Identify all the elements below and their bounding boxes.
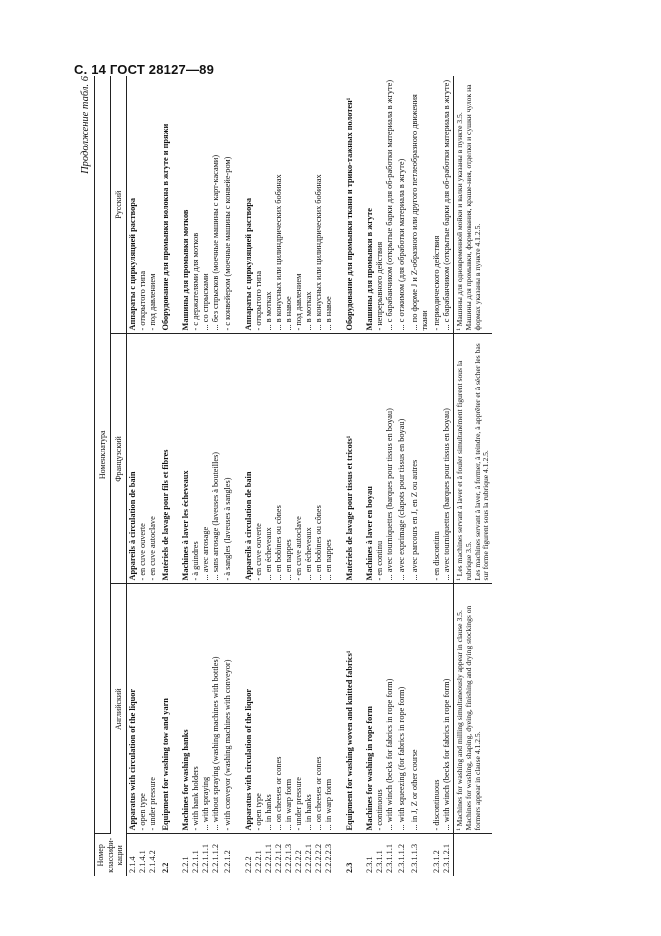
footnote-ru: ¹ Машины для одновременной мойки и валки указаны в пункте 3.5. Машины для промывки, формования, краше-ния, отделки и сушки чулок на формах указаны в пункте 4.1.2.5. — [454, 76, 493, 334]
row-ru: - с конвейером (моечные машины с конвейе-ром) — [222, 76, 234, 334]
row-codes: 2.2.1 2.2.1.1 2.2.1.1.1 2.2.1.1.2 — [181, 843, 221, 873]
row-en: Apparatus with circulation of the liquor - open type ... in hanks ... on cheeses or cones ... in warp form - under pressure ... in hanks ... on cheeses or cones ... in warp form — [243, 584, 335, 834]
rotated-table-block — [80, 76, 600, 876]
row-ru: Аппараты с циркуляцией раствора - открытого типа ... в мотках ... в конусных или цилиндрических бобинах ... в навое - под давлением ... в мотках ... в конусных или цилиндрических бобинах ... в навое — [243, 76, 335, 334]
footnote-row — [454, 76, 493, 876]
row-ru: Оборудование для промывки ткани и трико-тажных полотен¹ — [343, 76, 355, 334]
row-codes: 2.3.1 2.3.1.1 2.3.1.1.1 — [365, 843, 395, 873]
row-en: Equipment for washing woven and knitted fabrics¹ — [343, 584, 355, 834]
row-ru: ... с отжимом (для обработки материала в жгуте) — [396, 76, 408, 334]
row-codes: 2.2.2 2.2.2.1 2.2.2.1.1 2.2.2.1.2 2.2.2.1.3 2.2.2.2 2.2.2.2.1 2.2.2.2.2 2.2.2.2.3 — [244, 843, 333, 873]
col-header-ru: Русский — [111, 76, 127, 334]
row-fr: - en discontinu ... avec tourniquettes (barques pour tissus en boyau) — [431, 334, 454, 584]
table-row — [364, 76, 396, 876]
row-ru: Машины для промывки мотков - с держателями для мотков ... со спрысками ... без спрысков (моечные машины с карт-касами) — [180, 76, 222, 334]
row-codes: 2.2 — [160, 862, 170, 873]
row-en: Machines for washing hanks - with hank holders ... with spraying ... without spraying (washing machines with bottles) — [180, 584, 222, 834]
row-ru: - периодического действия ... с барабанчиком (открытые барки для об-работки материала в жгуте) — [431, 76, 454, 334]
row-fr: - à sangles (laveuses à sangles) — [222, 334, 234, 584]
table-row — [243, 76, 335, 876]
row-ru: Оборудование для промывки волокна в жгуте и пряжи — [159, 76, 171, 334]
row-en: ... with squeezing (for fabrics in rope form) — [396, 584, 408, 834]
row-en: Machines for washing in rope form - continuous ... with winch (becks for fabrics in rope form) — [364, 584, 396, 834]
row-ru: Машины для промывки в жгуте - непрерывного действия ... с барабанчиком (открытые барки для об-работки материала в жгуте) — [364, 76, 396, 334]
table-row — [180, 76, 222, 876]
continuation-label: Продолжение табл. 6 — [80, 76, 91, 174]
row-en: Equipment for washing tow and yarn — [159, 584, 171, 834]
table-row — [127, 76, 160, 876]
row-codes: 2.3.1.1.3 — [409, 843, 419, 873]
row-en: ... in J, Z or other course — [409, 584, 431, 834]
col-header-fr: Французский — [111, 334, 127, 584]
row-fr: Machines à laver les écheveaux - à guindres ... avec arrosage ... sans arrosage (laveuses à bouteilles) — [180, 334, 222, 584]
row-codes: 2.3.1.2 2.3.1.2.1 — [432, 843, 451, 873]
row-en: - with conveyor (washing machines with conveyor) — [222, 584, 234, 834]
col-header-code: Номер классифи-кации — [95, 834, 127, 876]
footnote-en: ¹ Machines for washing and milling simultaneously appear in clause 3.5. Machines for washing, shaping, dyeing, finishing and drying stockings on formers appear in clause 4.1.2.5. — [454, 584, 493, 834]
row-ru: ... по форме J и Z-образного или другого петлеобразного движения ткани — [409, 76, 431, 334]
footnote-fr: ¹ Les machines servant à laver et à fouler simultanément figurent sous la rubrique 3.5. Les machines servant à laver, à former, à teindre, à apprêter et à sécher les bas sur forme figurent sous la rubrique 4.1.2.5. — [454, 334, 493, 584]
row-ru: Аппараты с циркуляцией раствора - открытого типа - под давлением — [127, 76, 160, 334]
table-row — [343, 76, 355, 876]
row-en: Apparatus with circulation of the liquor - open type - under pressure — [127, 584, 160, 834]
table-row — [409, 76, 431, 876]
table-row — [431, 76, 454, 876]
row-fr: Matériels de lavage pour fils et fibres — [159, 334, 171, 584]
row-codes: 2.1.4 2.1.4.1 2.1.4.2 — [128, 850, 158, 873]
row-codes: 2.2.1.2 — [223, 850, 233, 873]
row-en: - discontinuous ... with winch (becks for fabrics in rope form) — [431, 584, 454, 834]
row-fr: Appareils à circulation de bain - en cuve ouverte ... en écheveaux ... en bobines ou cônes ... en nappes - en cuve autoclave ... en écheveaux ... en bobines ou cônes ... en nappes — [243, 334, 335, 584]
row-fr: ... avec exprimage (clapots pour tissus en boyau) — [396, 334, 408, 584]
row-fr: Matériels de lavage pour tissus et tricots¹ — [343, 334, 355, 584]
row-codes: 2.3 — [344, 862, 354, 873]
table-row — [159, 76, 171, 876]
col-header-en: Английский — [111, 584, 127, 834]
row-codes: 2.3.1.1.2 — [397, 843, 407, 873]
nomenclature-table — [94, 76, 492, 876]
page-header: С. 14 ГОСТ 28127—89 — [74, 62, 215, 77]
table-row — [222, 76, 234, 876]
row-fr: Appareils à circulation de bain - en cuve ouverte - en cuve autoclave — [127, 334, 160, 584]
col-header-nomenclature: Номенклатура — [95, 76, 111, 834]
row-fr: ... avec parcours en J, en Z ou autres — [409, 334, 431, 584]
row-fr: Machines à laver en boyau - en continu ... avec tourniquettes (barques pour tissus en boyau) — [364, 334, 396, 584]
table-row — [396, 76, 408, 876]
